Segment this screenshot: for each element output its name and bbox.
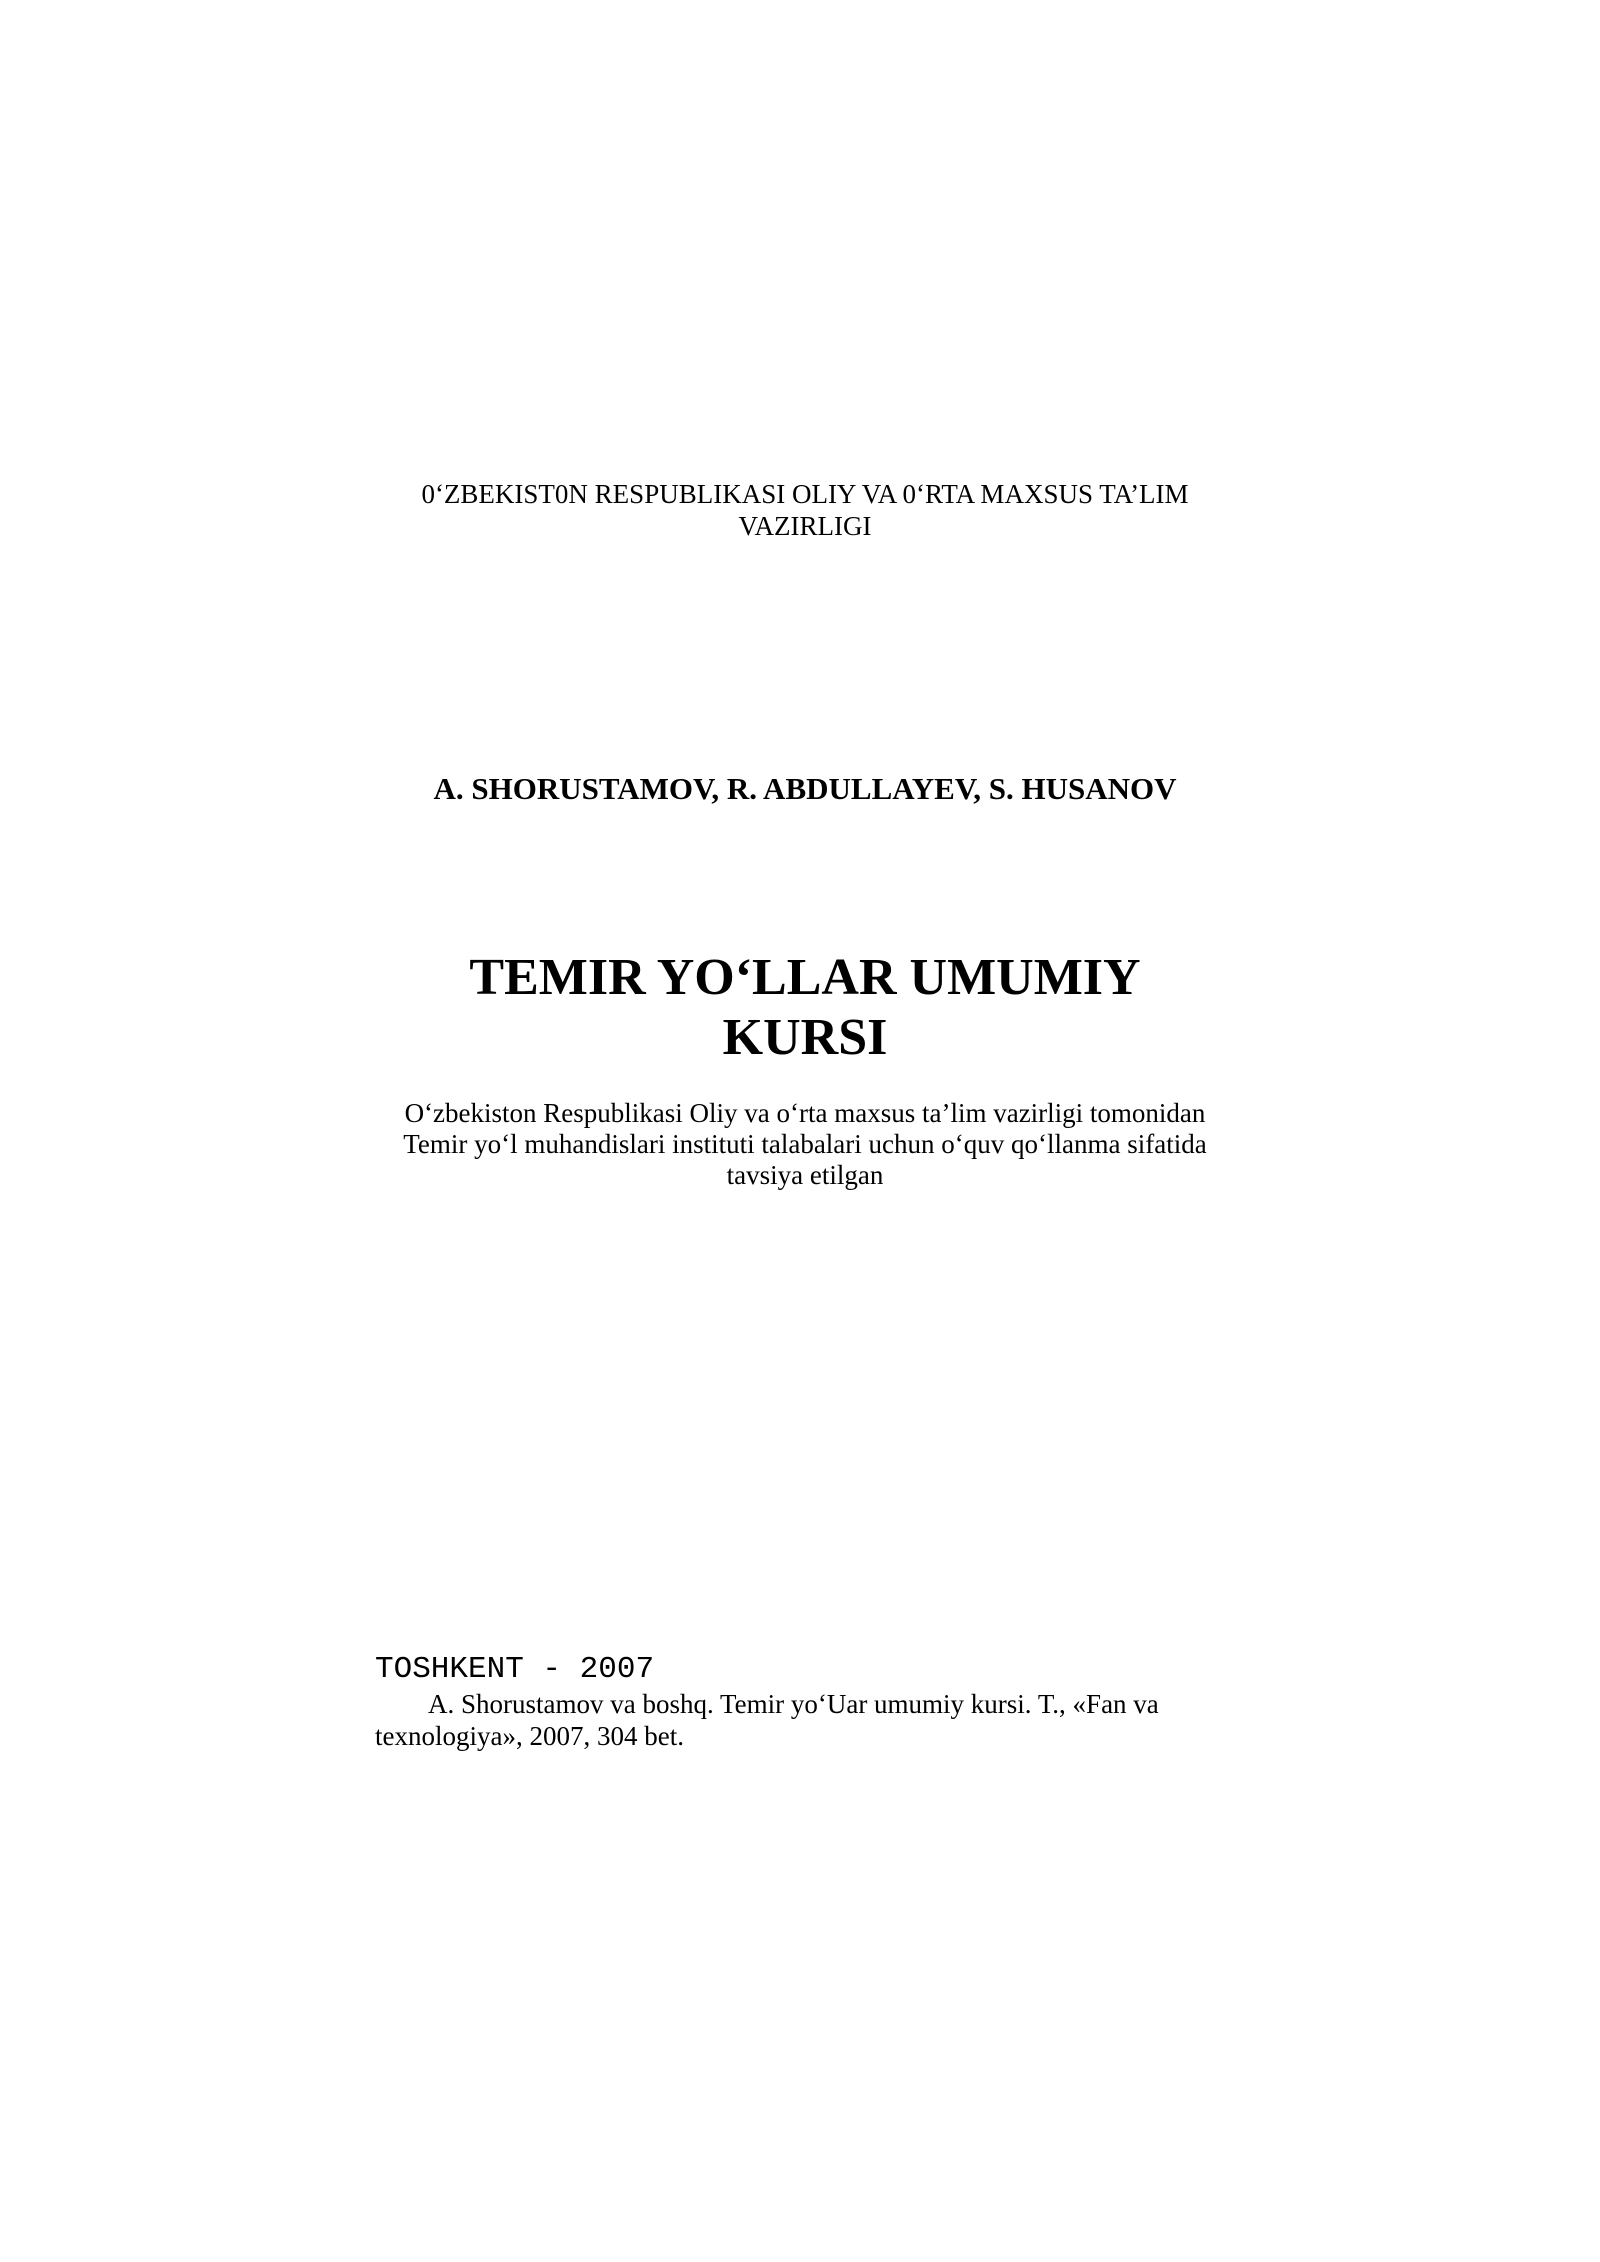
recommendation-line-2: Temir yo‘l muhandislari instituti talabalari uchun o‘quv qo‘llanma sifatida [403,1129,1207,1159]
ministry-line-1: 0‘ZBEKIST0N RESPUBLIKASI OLIY VA 0‘RTA MAXSUS TA’LIM [421,479,1189,509]
title-line-1: TEMIR YO‘LLAR UMUMIY [469,949,1141,1006]
recommendation-note [375,1098,1235,1191]
recommendation-line-1: O‘zbekiston Respublikasi Oliy va o‘rta maxsus ta’lim vazirligi tomonidan [404,1098,1206,1128]
authors: A. SHORUSTAMOV, R. ABDULLAYEV, S. HUSANOV [433,771,1177,806]
recommendation-line-3: tavsiya etilgan [726,1160,884,1190]
title-line-2: KURSI [722,1009,888,1066]
ministry-heading [375,478,1235,542]
book-title [375,948,1235,1068]
city-year: TOSHKENT - 2007 [375,1652,655,1687]
ministry-line-2: VAZIRLIGI [738,511,872,541]
bibliographic-citation: A. Shorustamov va boshq. Temir yo‘Uar umumiy kursi. T., «Fan va texnologiya», 2007, 304 bet. [375,1689,1159,1751]
